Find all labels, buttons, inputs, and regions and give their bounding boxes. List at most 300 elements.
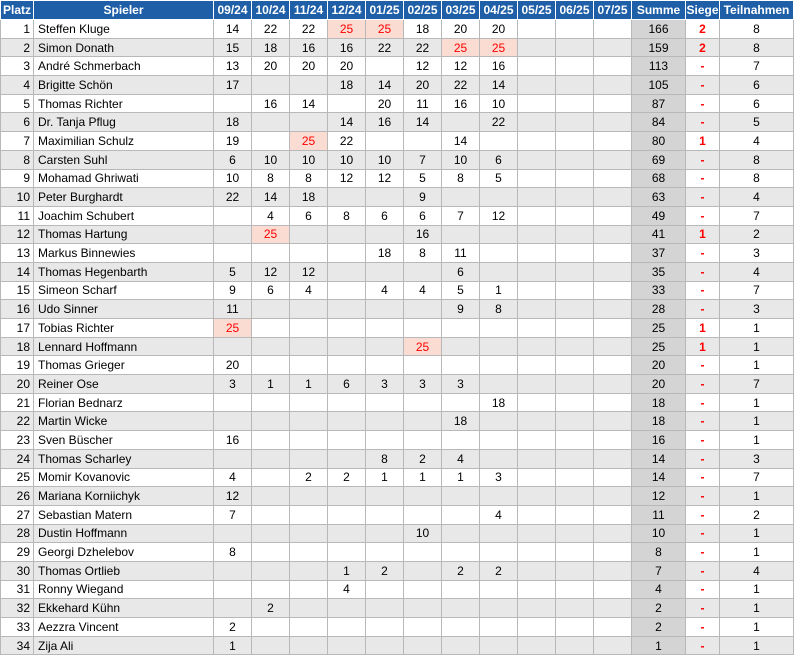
wins-cell: -: [686, 76, 720, 95]
sum-cell: 7: [632, 561, 686, 580]
month-score-cell: [518, 468, 556, 487]
header-platz[interactable]: Platz: [1, 1, 34, 20]
table-row[interactable]: [1, 431, 794, 450]
month-score-cell: 16: [290, 38, 328, 57]
month-score-cell: 22: [366, 38, 404, 57]
player-name: Sebastian Matern: [34, 505, 214, 524]
participation-cell: 6: [720, 94, 794, 113]
month-score-cell: 1: [252, 375, 290, 394]
month-score-cell: [556, 337, 594, 356]
participation-cell: 8: [720, 38, 794, 57]
table-row[interactable]: [1, 543, 794, 562]
month-score-cell: [252, 244, 290, 263]
participation-cell: 7: [720, 375, 794, 394]
month-score-cell: 1: [214, 636, 252, 655]
month-score-cell: [518, 449, 556, 468]
month-score-cell: 5: [404, 169, 442, 188]
wins-cell: -: [686, 449, 720, 468]
month-score-cell: 8: [252, 169, 290, 188]
month-score-cell: [214, 524, 252, 543]
month-score-cell: [404, 618, 442, 637]
table-row[interactable]: [1, 412, 794, 431]
month-score-cell: [594, 561, 632, 580]
wins-cell: 1: [686, 337, 720, 356]
player-name: Thomas Scharley: [34, 449, 214, 468]
month-score-cell: [290, 524, 328, 543]
month-score-cell: 12: [366, 169, 404, 188]
month-score-cell: 16: [252, 94, 290, 113]
participation-cell: 3: [720, 244, 794, 263]
month-score-cell: [404, 636, 442, 655]
month-score-cell: [556, 599, 594, 618]
month-score-cell: [404, 300, 442, 319]
month-score-cell: [556, 206, 594, 225]
month-score-cell: [556, 38, 594, 57]
month-score-cell: 1: [442, 468, 480, 487]
rank-cell: 29: [1, 543, 34, 562]
table-row[interactable]: [1, 38, 794, 57]
month-score-cell: [518, 281, 556, 300]
month-score-cell: [518, 225, 556, 244]
month-score-cell: 16: [480, 57, 518, 76]
month-score-cell: [594, 468, 632, 487]
month-score-cell: [290, 431, 328, 450]
month-score-cell: [328, 636, 366, 655]
sum-cell: 18: [632, 393, 686, 412]
month-score-cell: [442, 618, 480, 637]
month-score-cell: [252, 319, 290, 338]
month-score-cell: 5: [480, 169, 518, 188]
month-score-cell: [556, 281, 594, 300]
wins-cell: 1: [686, 225, 720, 244]
player-name: Reiner Ose: [34, 375, 214, 394]
month-score-cell: [442, 337, 480, 356]
month-score-cell: [328, 543, 366, 562]
header-teilnahmen[interactable]: Teilnahmen: [720, 1, 794, 20]
month-score-cell: [404, 487, 442, 506]
month-score-cell: [594, 57, 632, 76]
player-name: Simeon Scharf: [34, 281, 214, 300]
month-score-cell: 18: [290, 188, 328, 207]
month-score-cell: [442, 580, 480, 599]
month-score-cell: [404, 599, 442, 618]
header-month[interactable]: 05/25: [518, 1, 556, 20]
table-row[interactable]: [1, 262, 794, 281]
month-score-cell: [594, 76, 632, 95]
month-score-cell: 4: [328, 580, 366, 599]
player-name: Thomas Richter: [34, 94, 214, 113]
month-score-cell: 20: [366, 94, 404, 113]
month-score-cell: [252, 543, 290, 562]
table-row[interactable]: [1, 57, 794, 76]
month-score-cell: [480, 356, 518, 375]
month-score-cell: [556, 375, 594, 394]
month-score-cell: 10: [214, 169, 252, 188]
month-score-cell: 22: [442, 76, 480, 95]
rank-cell: 25: [1, 468, 34, 487]
participation-cell: 7: [720, 468, 794, 487]
month-score-cell: [404, 393, 442, 412]
month-score-cell: 22: [480, 113, 518, 132]
month-score-cell: 2: [328, 468, 366, 487]
month-score-cell: 10: [366, 150, 404, 169]
month-score-cell: [442, 636, 480, 655]
month-score-cell: [290, 580, 328, 599]
header-siege[interactable]: Siege: [686, 1, 720, 20]
participation-cell: 8: [720, 150, 794, 169]
month-score-cell: [518, 169, 556, 188]
header-month[interactable]: 01/25: [366, 1, 404, 20]
month-score-cell: 18: [404, 20, 442, 39]
month-score-cell: 8: [214, 543, 252, 562]
header-month[interactable]: 09/24: [214, 1, 252, 20]
player-name: Carsten Suhl: [34, 150, 214, 169]
table-row[interactable]: [1, 356, 794, 375]
sum-cell: 49: [632, 206, 686, 225]
wins-cell: -: [686, 487, 720, 506]
month-score-cell: [252, 618, 290, 637]
month-score-cell: [594, 188, 632, 207]
month-score-cell: [518, 262, 556, 281]
sum-cell: 18: [632, 412, 686, 431]
table-row[interactable]: [1, 300, 794, 319]
table-row[interactable]: [1, 281, 794, 300]
table-row[interactable]: [1, 150, 794, 169]
month-score-cell: [366, 57, 404, 76]
month-score-cell: 12: [442, 57, 480, 76]
sum-cell: 80: [632, 132, 686, 151]
table-row[interactable]: [1, 636, 794, 655]
month-score-cell: 14: [252, 188, 290, 207]
rank-cell: 27: [1, 505, 34, 524]
rank-cell: 2: [1, 38, 34, 57]
player-name: Martin Wicke: [34, 412, 214, 431]
table-row[interactable]: [1, 561, 794, 580]
header-month[interactable]: 11/24: [290, 1, 328, 20]
month-score-cell: [594, 113, 632, 132]
month-score-cell: [518, 487, 556, 506]
participation-cell: 1: [720, 431, 794, 450]
month-score-cell: 22: [290, 20, 328, 39]
month-score-cell: [442, 431, 480, 450]
header-month[interactable]: 02/25: [404, 1, 442, 20]
month-score-cell: [442, 487, 480, 506]
month-score-cell: [480, 543, 518, 562]
wins-cell: -: [686, 543, 720, 562]
wins-cell: -: [686, 244, 720, 263]
wins-cell: -: [686, 524, 720, 543]
month-score-cell: [290, 225, 328, 244]
month-score-cell: [594, 206, 632, 225]
rank-cell: 13: [1, 244, 34, 263]
wins-cell: -: [686, 393, 720, 412]
month-score-cell: [214, 225, 252, 244]
player-name: Dr. Tanja Pflug: [34, 113, 214, 132]
table-row[interactable]: [1, 20, 794, 39]
month-score-cell: [252, 393, 290, 412]
table-row[interactable]: [1, 188, 794, 207]
month-score-cell: [290, 636, 328, 655]
month-score-cell: 8: [442, 169, 480, 188]
month-score-cell: 8: [290, 169, 328, 188]
participation-cell: 5: [720, 113, 794, 132]
player-name: Florian Bednarz: [34, 393, 214, 412]
month-score-cell: [480, 375, 518, 394]
month-score-cell: 3: [366, 375, 404, 394]
table-row[interactable]: [1, 505, 794, 524]
player-name: Thomas Grieger: [34, 356, 214, 375]
sum-cell: 37: [632, 244, 686, 263]
table-row[interactable]: [1, 169, 794, 188]
month-score-cell: 14: [214, 20, 252, 39]
rank-cell: 33: [1, 618, 34, 637]
month-score-cell: [290, 599, 328, 618]
month-score-cell: 1: [290, 375, 328, 394]
month-score-cell: [252, 580, 290, 599]
month-score-cell: [366, 524, 404, 543]
wins-cell: -: [686, 412, 720, 431]
participation-cell: 1: [720, 618, 794, 637]
month-score-cell: 2: [252, 599, 290, 618]
table-row[interactable]: [1, 468, 794, 487]
table-row[interactable]: [1, 319, 794, 338]
table-row[interactable]: [1, 375, 794, 394]
table-row[interactable]: [1, 244, 794, 263]
month-score-cell: [328, 449, 366, 468]
month-score-cell: [290, 337, 328, 356]
month-score-cell: [252, 636, 290, 655]
month-score-cell: [252, 76, 290, 95]
header-month[interactable]: 03/25: [442, 1, 480, 20]
month-score-cell: [518, 618, 556, 637]
month-score-cell: [442, 356, 480, 375]
month-score-cell: 11: [214, 300, 252, 319]
sum-cell: 10: [632, 524, 686, 543]
month-score-cell: [556, 356, 594, 375]
sum-cell: 25: [632, 319, 686, 338]
wins-cell: -: [686, 599, 720, 618]
sum-cell: 68: [632, 169, 686, 188]
month-score-cell: [556, 393, 594, 412]
player-name: Dustin Hoffmann: [34, 524, 214, 543]
wins-cell: -: [686, 580, 720, 599]
player-name: Zija Ali: [34, 636, 214, 655]
wins-cell: -: [686, 113, 720, 132]
month-score-cell: [518, 561, 556, 580]
month-score-cell: [366, 393, 404, 412]
month-score-cell: 9: [442, 300, 480, 319]
sum-cell: 69: [632, 150, 686, 169]
sum-cell: 113: [632, 57, 686, 76]
month-score-cell: [594, 356, 632, 375]
participation-cell: 1: [720, 487, 794, 506]
month-score-cell: 14: [366, 76, 404, 95]
month-score-cell: [328, 618, 366, 637]
month-score-cell: 7: [442, 206, 480, 225]
table-row[interactable]: [1, 113, 794, 132]
month-score-cell: 25: [290, 132, 328, 151]
header-month[interactable]: 06/25: [556, 1, 594, 20]
table-row[interactable]: [1, 580, 794, 599]
month-score-cell: [556, 94, 594, 113]
month-score-cell: 6: [480, 150, 518, 169]
month-score-cell: [518, 94, 556, 113]
participation-cell: 8: [720, 20, 794, 39]
month-score-cell: [594, 262, 632, 281]
wins-cell: -: [686, 431, 720, 450]
month-score-cell: [252, 487, 290, 506]
header-month[interactable]: 07/25: [594, 1, 632, 20]
month-score-cell: [518, 412, 556, 431]
month-score-cell: [214, 206, 252, 225]
month-score-cell: [290, 300, 328, 319]
month-score-cell: [556, 244, 594, 263]
rank-cell: 7: [1, 132, 34, 151]
sum-cell: 11: [632, 505, 686, 524]
wins-cell: -: [686, 468, 720, 487]
month-score-cell: [290, 393, 328, 412]
month-score-cell: [214, 580, 252, 599]
participation-cell: 3: [720, 449, 794, 468]
rank-cell: 20: [1, 375, 34, 394]
player-name: Brigitte Schön: [34, 76, 214, 95]
month-score-cell: 18: [480, 393, 518, 412]
month-score-cell: [480, 319, 518, 338]
sum-cell: 105: [632, 76, 686, 95]
month-score-cell: [518, 505, 556, 524]
month-score-cell: [328, 188, 366, 207]
month-score-cell: [518, 188, 556, 207]
month-score-cell: [290, 487, 328, 506]
header-month[interactable]: 10/24: [252, 1, 290, 20]
header-summe[interactable]: Summe: [632, 1, 686, 20]
table-row[interactable]: [1, 487, 794, 506]
month-score-cell: [366, 487, 404, 506]
month-score-cell: [252, 505, 290, 524]
rank-cell: 22: [1, 412, 34, 431]
participation-cell: 6: [720, 76, 794, 95]
month-score-cell: [518, 244, 556, 263]
month-score-cell: [518, 38, 556, 57]
month-score-cell: [328, 244, 366, 263]
month-score-cell: 4: [480, 505, 518, 524]
sum-cell: 20: [632, 356, 686, 375]
sum-cell: 1: [632, 636, 686, 655]
month-score-cell: [214, 412, 252, 431]
month-score-cell: [252, 412, 290, 431]
player-name: Georgi Dzhelebov: [34, 543, 214, 562]
header-month[interactable]: 04/25: [480, 1, 518, 20]
month-score-cell: [556, 57, 594, 76]
month-score-cell: 25: [404, 337, 442, 356]
month-score-cell: [518, 319, 556, 338]
month-score-cell: 16: [214, 431, 252, 450]
month-score-cell: 17: [214, 76, 252, 95]
table-row[interactable]: [1, 225, 794, 244]
month-score-cell: [366, 188, 404, 207]
month-score-cell: 15: [214, 38, 252, 57]
month-score-cell: 1: [328, 561, 366, 580]
month-score-cell: 8: [404, 244, 442, 263]
sum-cell: 87: [632, 94, 686, 113]
table-row[interactable]: [1, 206, 794, 225]
month-score-cell: [442, 319, 480, 338]
month-score-cell: 9: [214, 281, 252, 300]
month-score-cell: 10: [442, 150, 480, 169]
month-score-cell: [404, 580, 442, 599]
month-score-cell: 10: [404, 524, 442, 543]
header-month[interactable]: 12/24: [328, 1, 366, 20]
month-score-cell: [594, 337, 632, 356]
month-score-cell: [518, 57, 556, 76]
rank-cell: 9: [1, 169, 34, 188]
month-score-cell: 12: [328, 169, 366, 188]
month-score-cell: [594, 543, 632, 562]
wins-cell: 1: [686, 319, 720, 338]
month-score-cell: 2: [442, 561, 480, 580]
month-score-cell: [404, 356, 442, 375]
player-name: Peter Burghardt: [34, 188, 214, 207]
month-score-cell: [518, 150, 556, 169]
month-score-cell: 12: [290, 262, 328, 281]
month-score-cell: [442, 524, 480, 543]
month-score-cell: 2: [404, 449, 442, 468]
month-score-cell: [594, 300, 632, 319]
table-row[interactable]: [1, 76, 794, 95]
month-score-cell: 25: [328, 20, 366, 39]
participation-cell: 4: [720, 561, 794, 580]
month-score-cell: [556, 505, 594, 524]
wins-cell: -: [686, 618, 720, 637]
month-score-cell: [594, 393, 632, 412]
month-score-cell: [518, 206, 556, 225]
month-score-cell: [252, 132, 290, 151]
header-spieler[interactable]: Spieler: [34, 1, 214, 20]
player-name: Tobias Richter: [34, 319, 214, 338]
wins-cell: -: [686, 505, 720, 524]
month-score-cell: [404, 262, 442, 281]
wins-cell: -: [686, 561, 720, 580]
participation-cell: 2: [720, 225, 794, 244]
table-row[interactable]: [1, 599, 794, 618]
month-score-cell: 20: [404, 76, 442, 95]
player-name: Ronny Wiegand: [34, 580, 214, 599]
month-score-cell: 18: [252, 38, 290, 57]
month-score-cell: [518, 580, 556, 599]
month-score-cell: [556, 132, 594, 151]
month-score-cell: 14: [290, 94, 328, 113]
month-score-cell: [480, 580, 518, 599]
player-name: Joachim Schubert: [34, 206, 214, 225]
table-row[interactable]: [1, 94, 794, 113]
table-row[interactable]: [1, 393, 794, 412]
month-score-cell: [594, 618, 632, 637]
month-score-cell: 6: [366, 206, 404, 225]
month-score-cell: [480, 262, 518, 281]
table-row[interactable]: [1, 524, 794, 543]
table-row[interactable]: [1, 618, 794, 637]
month-score-cell: [594, 580, 632, 599]
table-row[interactable]: [1, 337, 794, 356]
rank-cell: 28: [1, 524, 34, 543]
month-score-cell: [328, 300, 366, 319]
month-score-cell: [556, 487, 594, 506]
table-row[interactable]: [1, 132, 794, 151]
month-score-cell: [366, 636, 404, 655]
month-score-cell: [594, 94, 632, 113]
player-name: Markus Binnewies: [34, 244, 214, 263]
table-row[interactable]: [1, 449, 794, 468]
